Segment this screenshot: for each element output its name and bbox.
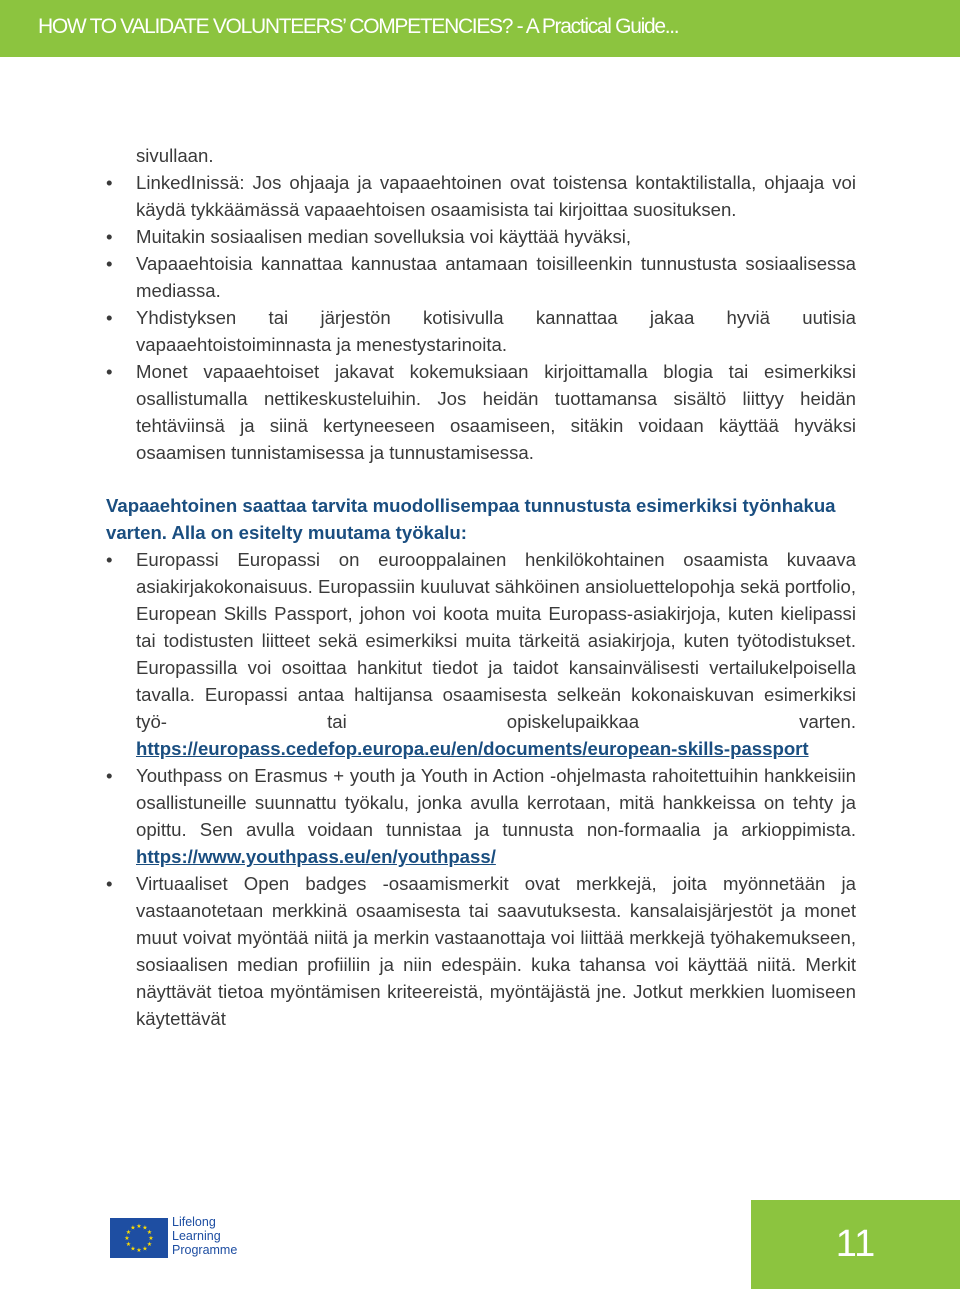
- eu-stars-icon: [110, 1218, 168, 1258]
- logo-line: Programme: [172, 1243, 238, 1257]
- svg-text:★: ★: [130, 1224, 136, 1232]
- bullet-icon: •: [106, 226, 113, 247]
- svg-text:★: ★: [130, 1245, 136, 1253]
- logo-line: Learning: [172, 1229, 221, 1243]
- svg-text:★: ★: [142, 1224, 148, 1232]
- bullet-icon: •: [106, 549, 113, 570]
- bullet-icon: •: [106, 307, 113, 328]
- svg-text:★: ★: [142, 1245, 148, 1253]
- bullet-youthpass: [106, 762, 856, 870]
- bullet-encourage: [106, 250, 856, 304]
- badges-text: Virtuaaliset Open badges -osaamismerkit ovat merkkejä, joita myönnetään ja vastaanotetaan merkkinä osaamisesta tai saavutuksesta. kansalaisjärjestöt ja monet muut voivat myöntää niitä ja merkin vastaanottaja voi liittää merkkejä työhakemukseen, sosiaalisen median profiiliin ja niin edespäin. kuka tahansa voi käyttää niitä. Merkit näyttävät tietoa myöntämisen kriteereistä, myöntäjästä jne. Jotkut merkkien luomiseen käytettävät: [136, 873, 856, 1029]
- europass-text: Europassi Europassi on eurooppalainen henkilökohtainen osaamista kuvaava asiakirjakokonaisuus. Europassiin kuuluvat sähköinen ansioluettelopohja sekä portfolio, European Skills Passport, johon voi koota muita Europass-asiakirjoja, kuten kielipassi tai todistusten liitteet sekä esimerkiksi muita tärkeitä asiakirjoja, kuten työtodistukset. Europassilla voi osoittaa hankitut tiedot ja taidot kansainvälisesti vertailukelpoisella tavalla. Europassi antaa haltijansa osaamisesta selkeän kokonaiskuvan esimerkiksi työ- tai opiskelupaikkaa varten.: [136, 549, 856, 732]
- llp-text: [172, 1215, 237, 1257]
- header-title: HOW TO VALIDATE VOLUNTEERS’ COMPETENCIES? - A Practical Guide...: [38, 15, 679, 38]
- continuation-text: sivullaan.: [136, 145, 214, 166]
- bullet-social-media: [106, 223, 856, 250]
- bullet-text: Monet vapaaehtoiset jakavat kokemuksiaan kirjoittamalla blogia tai esimerkiksi osallistumalla nettikeskusteluihin. Jos heidän tuottamansa sisältö liittyy heidän tehtäviinsä ja siinä kertyneeseen osaamiseen, sitäkin voidaan käyttää hyväksi osaamisen tunnistamisessa ja tunnustamisessa.: [136, 361, 856, 463]
- bullet-text: Yhdistyksen tai järjestön kotisivulla kannattaa jakaa hyviä uutisia vapaaehtoistoiminnasta ja menestystarinoita.: [136, 307, 856, 355]
- bullet-icon: •: [106, 765, 113, 786]
- bullet-text: LinkedInissä: Jos ohjaaja ja vapaaehtoinen ovat toistensa kontaktilistalla, ohjaaja voi käydä tykkäämässä vapaaehtoisen osaamisista tai kirjoittaa suosituksen.: [136, 172, 856, 220]
- svg-text:★: ★: [124, 1235, 130, 1242]
- bullet-blogs: [106, 358, 856, 466]
- bullet-linkedin: [106, 169, 856, 223]
- spacer: [106, 466, 856, 492]
- europass-link[interactable]: https://europass.cedefop.europa.eu/en/documents/european-skills-passport: [136, 738, 809, 759]
- youthpass-link[interactable]: https://www.youthpass.eu/en/youthpass/: [136, 846, 496, 867]
- bullet-icon: •: [106, 873, 113, 894]
- bullet-text: Vapaaehtoisia kannattaa kannustaa antamaan toisilleenkin tunnustusta sosiaalisessa mediassa.: [136, 253, 856, 301]
- bullet-text: Muitakin sosiaalisen median sovelluksia voi käyttää hyväksi,: [136, 226, 632, 247]
- page-number: 11: [835, 1223, 876, 1265]
- lifelong-learning-logo: [110, 1215, 270, 1259]
- main-content: [106, 142, 856, 1032]
- svg-text:★: ★: [136, 1223, 142, 1230]
- svg-text:★: ★: [125, 1229, 132, 1236]
- svg-text:★: ★: [136, 1247, 142, 1254]
- svg-text:★: ★: [146, 1241, 153, 1248]
- svg-text:★: ★: [125, 1241, 132, 1248]
- bullet-icon: •: [106, 172, 113, 193]
- youthpass-text: Youthpass on Erasmus + youth ja Youth in Action -ohjelmasta rahoitettuihin hankkeisiin osallistuneille suunnattu työkalu, jonka avulla kerrotaan, mitä hankkeissa on tehty ja opittu. Sen avulla voidaan tunnistaa ja tunnusta non-formaalia ja arkioppimista.: [136, 765, 856, 840]
- bullet-open-badges: [106, 870, 856, 1032]
- eu-flag-icon: [110, 1218, 168, 1258]
- page-header: [0, 0, 960, 57]
- bullet-europass: [106, 546, 856, 762]
- svg-text:★: ★: [146, 1229, 153, 1236]
- logo-line: Lifelong: [172, 1215, 216, 1229]
- bullet-icon: •: [106, 253, 113, 274]
- page-number-box: [751, 1200, 960, 1289]
- svg-text:★: ★: [148, 1235, 154, 1242]
- bullet-icon: •: [106, 361, 113, 382]
- bullet-homepage: [106, 304, 856, 358]
- section-heading: Vapaaehtoinen saattaa tarvita muodollisempaa tunnustusta esimerkiksi työnhakua varten. Alla on esitelty muutama työkalu:: [106, 495, 836, 543]
